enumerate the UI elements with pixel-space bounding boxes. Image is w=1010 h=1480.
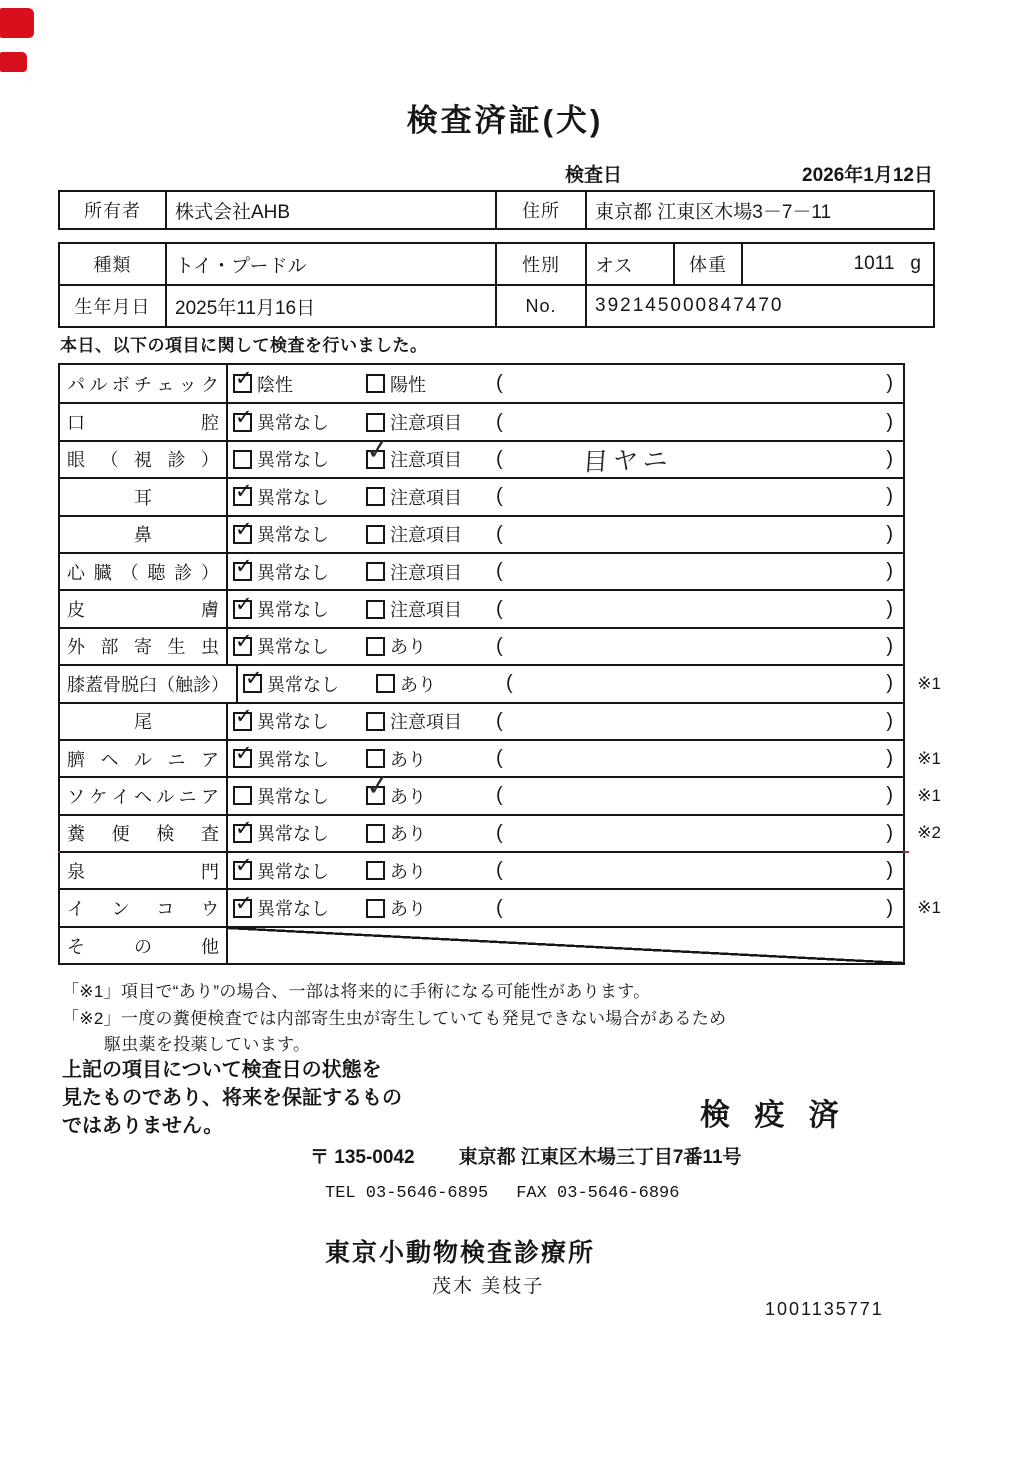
option-label: 異常なし <box>257 824 329 845</box>
remarks-area: ( 目ヤニ ) <box>496 441 903 477</box>
checkbox-checked-icon[interactable] <box>233 405 253 432</box>
result-option <box>364 432 496 472</box>
breed-label: 種類 <box>93 255 132 275</box>
inspection-row <box>60 432 903 478</box>
inspection-item-label: 膝 蓋 骨 脱 臼 （ 触 診 ） <box>60 666 238 701</box>
owner-value: 株式会社AHB <box>165 192 495 228</box>
option-label: 異常なし <box>257 562 329 583</box>
result-option <box>233 854 366 884</box>
inspection-row <box>60 589 903 626</box>
scan-artifact-red-icon <box>0 8 34 38</box>
inspection-item-label: ソ ケ イ ヘ ル ニ ア <box>60 778 228 813</box>
clinic-address: 東京都 江東区木場三丁目7番11号 <box>458 1147 742 1168</box>
result-option <box>233 783 366 809</box>
inspection-item-label: 泉 門 <box>60 853 228 888</box>
inspection-result-cell <box>228 769 903 813</box>
weight-value: 1011 <box>853 253 895 274</box>
breed-value: トイ・プードル <box>165 244 495 284</box>
result-option <box>366 484 496 510</box>
result-option <box>376 671 506 697</box>
weight-value-cell <box>741 244 933 284</box>
option-label: 異常なし <box>257 637 329 658</box>
check-mark-icon: ✓ <box>235 891 253 915</box>
result-option <box>364 769 496 809</box>
inspection-result-cell <box>228 554 903 589</box>
inspection-item-label: 臍 ヘ ル ニ ア <box>60 741 228 776</box>
checkbox-unchecked-icon[interactable] <box>366 824 385 843</box>
clinic-name: 東京小動物検査診療所 <box>325 1239 596 1267</box>
option-label: あり <box>390 637 426 658</box>
option-label: 注意項目 <box>390 712 462 733</box>
inspection-row <box>60 769 941 813</box>
result-option <box>233 367 366 397</box>
check-mark-icon: ✓ <box>235 480 253 504</box>
disclaimer-line: 上記の項目について検査日の状態を <box>62 1059 382 1081</box>
result-option <box>366 895 496 921</box>
inspection-item-label: パ ル ボ チ ェ ッ ク <box>60 365 228 402</box>
inspection-item-label: そ の 他 <box>60 928 228 963</box>
check-mark-icon: ✓ <box>245 667 263 691</box>
disclaimer-line: ではありません。 <box>62 1115 224 1137</box>
option-label: あり <box>390 749 426 770</box>
inspection-date-value: 2026年1月12日 <box>802 165 933 186</box>
inspection-result-cell <box>228 629 903 664</box>
pet-table-row-2 <box>60 284 933 326</box>
clinic-tel-fax-row <box>325 1184 679 1203</box>
footnote-mark: ※2 <box>917 823 941 843</box>
check-mark-icon: ✓ <box>364 769 391 803</box>
clinic-tel: TEL 03-5646-6895 <box>325 1184 489 1203</box>
inspection-row <box>60 477 903 514</box>
option-label: 陽性 <box>390 374 426 395</box>
remarks-area: ( ) <box>496 747 893 770</box>
remarks-area: ( ) <box>496 372 893 395</box>
check-mark-icon: ✓ <box>235 517 253 541</box>
option-label: あり <box>400 674 436 695</box>
inspection-row <box>60 552 903 589</box>
check-mark-icon: ✓ <box>235 592 253 616</box>
option-label: 異常なし <box>257 600 329 621</box>
checkbox-checked-icon[interactable] <box>233 555 253 581</box>
result-option <box>366 596 496 622</box>
serial-number: 1001135771 <box>765 1299 884 1319</box>
checkbox-unchecked-icon[interactable] <box>366 374 385 393</box>
option-label: あり <box>390 786 426 807</box>
check-mark-icon: ✓ <box>235 704 253 728</box>
check-mark-icon: ✓ <box>235 629 253 653</box>
inspection-row <box>60 664 941 701</box>
inspection-date-label: 検査日 <box>565 165 623 186</box>
option-label: 注意項目 <box>390 525 462 546</box>
checkbox-unchecked-icon[interactable] <box>366 487 385 506</box>
checkbox-unchecked-icon[interactable] <box>366 899 385 918</box>
checkbox-unchecked-icon[interactable] <box>366 413 385 432</box>
inspection-result-cell <box>228 517 903 552</box>
inspection-item-label: イ ン コ ウ <box>60 890 228 925</box>
result-option <box>366 858 496 884</box>
check-mark-icon: ✓ <box>235 742 253 766</box>
remarks-area: ( ) <box>496 634 893 657</box>
result-option <box>243 667 376 697</box>
address-label: 住所 <box>495 192 585 228</box>
checkbox-unchecked-icon[interactable] <box>233 786 252 805</box>
owner-table <box>58 190 935 230</box>
no-label: No. <box>495 286 585 326</box>
option-label: 異常なし <box>257 861 329 882</box>
result-option <box>366 521 496 547</box>
result-option <box>366 633 496 659</box>
inspection-row <box>60 402 903 439</box>
result-option <box>366 708 496 734</box>
checkbox-checked-icon[interactable] <box>243 667 263 693</box>
checkbox-unchecked-icon[interactable] <box>366 562 385 581</box>
option-label: 注意項目 <box>390 562 462 583</box>
checkbox-unchecked-icon[interactable] <box>366 637 385 656</box>
option-label: 異常なし <box>267 674 339 695</box>
checkbox-unchecked-icon[interactable] <box>366 525 385 544</box>
inspection-row <box>60 888 941 925</box>
inspection-result-cell <box>228 404 903 439</box>
inspection-date-row <box>565 160 933 187</box>
option-label: 注意項目 <box>390 413 462 434</box>
option-label: あり <box>390 861 426 882</box>
footnote-mark: ※1 <box>917 673 941 693</box>
inspection-item-label: 心 臓 （ 聴 診 ） <box>60 554 228 589</box>
footnote-mark: ※1 <box>917 748 941 768</box>
inspection-result-cell <box>228 704 903 739</box>
inspection-row <box>60 926 903 963</box>
clinic-postal-row <box>310 1142 742 1169</box>
remarks-area: ( ) <box>506 672 893 695</box>
clinic-person-name: 茂木 美枝子 <box>432 1276 545 1297</box>
disclaimer-line: 見たものであり、将来を保証するもの <box>62 1087 402 1109</box>
remarks-area: ( ) <box>496 560 893 583</box>
check-mark-icon: ✓ <box>235 816 253 840</box>
checkbox-unchecked-icon[interactable] <box>366 712 385 731</box>
remarks-area: ( ) <box>496 522 893 545</box>
clinic-postal-code: 〒 135-0042 <box>310 1147 415 1168</box>
inspection-item-label: 眼 （ 視 診 ） <box>60 442 228 477</box>
option-label: 異常なし <box>257 450 329 471</box>
remarks-area: ( ) <box>496 709 893 732</box>
remarks-area: ( ) <box>496 896 893 919</box>
birthdate-label: 生年月日 <box>74 297 151 317</box>
inspection-row <box>60 515 903 552</box>
inspection-row <box>60 851 903 888</box>
result-option <box>233 742 366 772</box>
footnote-2: 「※2」一度の糞便検査では内部寄生虫が寄生していても発見できない場合があるため <box>62 1009 727 1028</box>
remarks-area: ( ) <box>496 485 893 508</box>
remarks-area: ( ) <box>496 597 893 620</box>
result-option <box>233 480 366 510</box>
result-option <box>366 371 496 397</box>
inspection-result-cell <box>228 591 903 626</box>
inspection-item-label: 皮 膚 <box>60 591 228 626</box>
page-title: 検査済証(犬) <box>406 103 604 138</box>
address-value: 東京都 江東区木場3－7－11 <box>585 192 933 228</box>
inspection-item-label: 尾 <box>60 704 228 739</box>
checkbox-checked-icon[interactable] <box>233 480 253 506</box>
result-option <box>366 820 496 846</box>
remarks-area: ( ) <box>496 784 893 807</box>
option-label: 異常なし <box>257 525 329 546</box>
inspection-result-cell <box>238 666 903 701</box>
birthdate-value: 2025年11月16日 <box>165 286 495 326</box>
result-option <box>366 559 496 585</box>
check-mark-icon: ✓ <box>235 405 253 429</box>
check-mark-icon: ✓ <box>235 367 253 391</box>
checkbox-checked-icon[interactable] <box>233 742 253 768</box>
inspection-result-cell <box>228 432 903 478</box>
inspection-item-label: 耳 <box>60 479 228 514</box>
sex-label: 性別 <box>495 244 585 284</box>
inspection-result-cell <box>228 853 903 888</box>
checkbox-checked-icon[interactable] <box>233 592 253 619</box>
result-option <box>366 409 496 435</box>
disclaimer-text <box>62 1056 402 1140</box>
checkbox-unchecked-icon[interactable] <box>366 861 385 880</box>
result-option <box>233 891 366 921</box>
option-label: 注意項目 <box>390 600 462 621</box>
option-label: 注意項目 <box>390 487 462 508</box>
scan-artifact-red-icon <box>0 52 27 72</box>
checkbox-unchecked-icon[interactable] <box>376 674 395 693</box>
footnote-mark: ※1 <box>917 898 941 918</box>
checkbox-checked-icon[interactable] <box>233 629 253 656</box>
remarks-area: ( ) <box>496 410 893 433</box>
inspection-row <box>60 365 903 402</box>
result-option <box>233 629 366 659</box>
checkbox-checked-icon[interactable] <box>364 769 391 805</box>
result-option <box>233 405 366 435</box>
option-label: あり <box>390 824 426 845</box>
result-option <box>233 816 366 846</box>
inspection-row <box>60 627 903 664</box>
result-option <box>233 517 366 547</box>
checkbox-checked-icon[interactable] <box>233 367 253 393</box>
inspection-result-cell <box>228 890 903 925</box>
inspection-result-cell <box>228 365 903 402</box>
result-option <box>233 704 366 734</box>
inspection-row <box>60 814 941 851</box>
remarks-area: ( ) <box>496 859 893 882</box>
inspection-item-label: 外 部 寄 生 虫 <box>60 629 228 664</box>
remarks-area: ( ) <box>496 821 893 844</box>
option-label: 注意項目 <box>390 450 462 471</box>
footnote-2-continued: 駆虫薬を投薬しています。 <box>104 1035 311 1054</box>
option-label: あり <box>390 899 426 920</box>
sex-value: オス <box>585 244 673 284</box>
clinic-fax: FAX 03-5646-6896 <box>516 1184 680 1203</box>
inspection-row <box>60 702 903 739</box>
inspection-result-cell <box>228 741 903 776</box>
checkbox-unchecked-icon[interactable] <box>366 749 385 768</box>
no-value: 392145000847470 <box>585 286 933 326</box>
inspection-item-label: 糞 便 検 査 <box>60 816 228 851</box>
inspection-row <box>60 739 941 776</box>
result-option <box>233 592 366 622</box>
option-label: 異常なし <box>257 712 329 733</box>
pet-table-row-1 <box>60 244 933 284</box>
inspection-result-cell <box>228 479 903 514</box>
option-label: 異常なし <box>257 749 329 770</box>
inspection-table <box>58 363 941 965</box>
owner-label: 所有者 <box>84 201 141 221</box>
result-option <box>366 746 496 772</box>
weight-label: 体重 <box>673 244 741 284</box>
checkbox-checked-icon[interactable] <box>233 704 253 731</box>
checkbox-unchecked-icon[interactable] <box>233 450 252 469</box>
checkbox-checked-icon[interactable] <box>233 816 253 843</box>
intro-text: 本日、以下の項目に関して検査を行いました。 <box>60 336 428 355</box>
inspection-item-label: 鼻 <box>60 517 228 552</box>
checkbox-checked-icon[interactable] <box>364 432 391 469</box>
option-label: 陰性 <box>257 374 293 395</box>
checkbox-checked-icon[interactable] <box>233 854 253 880</box>
checkbox-checked-icon[interactable] <box>233 517 253 544</box>
check-mark-icon: ✓ <box>235 555 253 579</box>
weight-unit: g <box>910 253 921 274</box>
result-option <box>233 446 366 472</box>
inspection-item-label: 口 腔 <box>60 404 228 439</box>
option-label: 異常なし <box>257 413 329 434</box>
footnote-mark: ※1 <box>917 785 941 805</box>
option-label: 異常なし <box>257 487 329 508</box>
result-option <box>233 555 366 585</box>
option-label: 異常なし <box>257 899 329 920</box>
handwritten-note: 目ヤニ <box>581 445 674 478</box>
check-mark-icon: ✓ <box>364 432 391 467</box>
pet-table <box>58 242 935 328</box>
check-mark-icon: ✓ <box>235 854 253 878</box>
checkbox-unchecked-icon[interactable] <box>366 600 385 619</box>
option-label: 異常なし <box>257 786 329 807</box>
checkbox-checked-icon[interactable] <box>233 891 253 918</box>
quarantine-stamp: 検 疫 済 <box>700 1099 847 1132</box>
inspection-result-cell <box>228 816 903 851</box>
footnote-1: 「※1」項目で“あり”の場合、一部は将来的に手術になる可能性があります。 <box>62 982 651 1001</box>
inspection-result-cell <box>228 928 903 963</box>
